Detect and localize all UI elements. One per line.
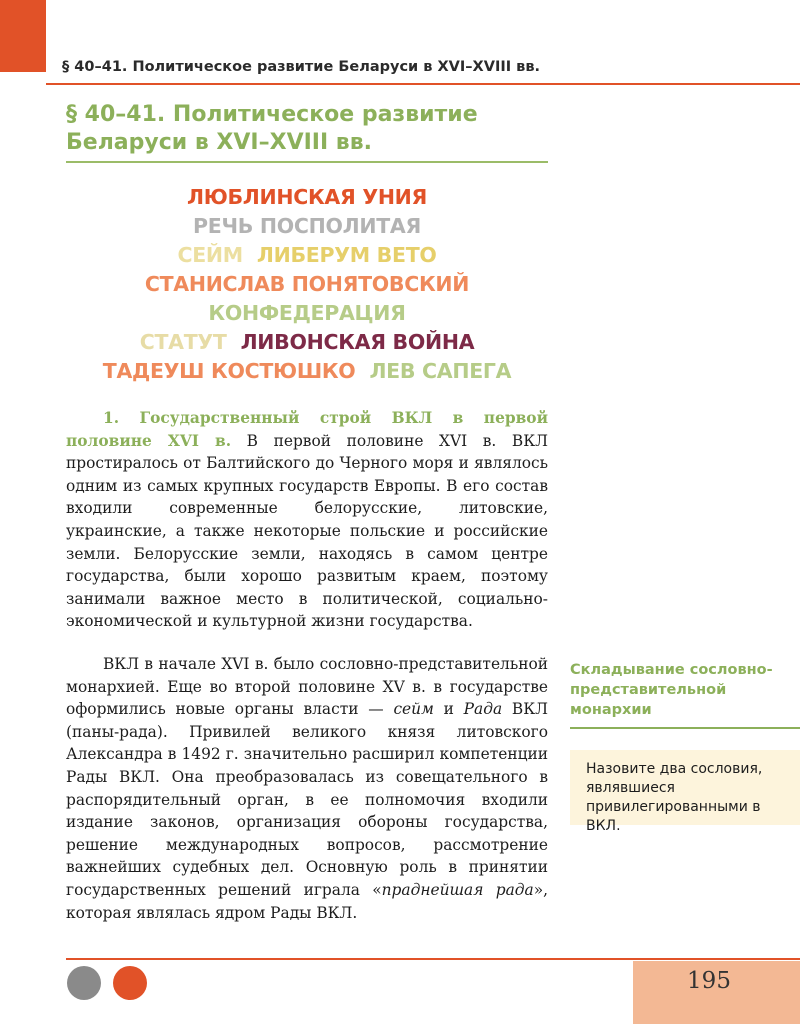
section-1-paragraph-1 <box>66 407 548 633</box>
keyword: КОНФЕДЕРАЦИЯ <box>208 301 406 325</box>
paragraph-2-text-b: ВКЛ (паны-рада). Привилей великого князя литовского Александра в 1492 г. значительно расширил компетенции Рады ВКЛ. Она преобразовалась из совещательного в распорядительный орган, в ее полномочия входили издание законов, организация обороны государства, решение международных вопросов, рассмотрение важнейших судебных дел. Основную роль в принятии государственных решений играла « <box>66 700 548 899</box>
keyword-line <box>66 299 548 328</box>
paragraph-2-conjunction: и <box>433 700 464 719</box>
keyword: СТАНИСЛАВ ПОНЯТОВСКИЙ <box>144 272 470 296</box>
chapter-title <box>66 101 556 157</box>
page-number: 195 <box>687 968 731 994</box>
chapter-title-line-1: § 40–41. Политическое развитие <box>66 102 478 127</box>
keyword: ЛЕВ САПЕГА <box>369 359 512 383</box>
keyword-line <box>66 241 548 270</box>
term-seim: сейм <box>393 700 434 719</box>
keyword-line <box>66 328 548 357</box>
keyword: ЛЮБЛИНСКАЯ УНИЯ <box>186 185 428 209</box>
running-header: § 40–41. Политическое развитие Беларуси в XVI–XVIII вв. <box>62 59 541 75</box>
keyword-line <box>66 212 548 241</box>
corner-tab <box>0 0 46 72</box>
section-1-heading: 1. Государственный строй ВКЛ в первой половине XVI в. <box>66 409 548 450</box>
header-divider <box>46 83 800 85</box>
title-divider <box>66 161 548 163</box>
chapter-title-line-2: Беларуси в XVI–XVIII вв. <box>66 130 373 155</box>
keyword: СЕЙМ <box>177 243 243 267</box>
keyword-line <box>66 357 548 386</box>
gray-circle-icon <box>67 966 101 1000</box>
sidebar-heading: Складывание сословно-представительной монархии <box>570 662 773 718</box>
keyword: СТАТУТ <box>139 330 227 354</box>
orange-circle-icon <box>113 966 147 1000</box>
paragraph-2-text-c: », которая являлась ядром Рады ВКЛ. <box>66 880 548 922</box>
keyword: ЛИВОНСКАЯ ВОЙНА <box>240 330 475 354</box>
keyword-line <box>66 270 548 299</box>
term-rada: Рада <box>463 700 503 719</box>
keyword-cloud <box>66 183 548 386</box>
paragraph-2-text-a: ВКЛ в начале XVI в. было сословно-представительной монархией. Еще во второй половине XV в. в государстве оформились новые органы власти — <box>66 655 548 719</box>
question-text: Назовите два сословия, являвшиеся привилегированными в ВКЛ. <box>586 761 763 834</box>
sidebar-divider <box>570 727 800 729</box>
keyword: РЕЧЬ ПОСПОЛИТАЯ <box>193 214 421 238</box>
section-1-paragraph-2 <box>66 653 548 924</box>
term-pradneishaya-rada: праднейшая рада <box>381 880 534 899</box>
keyword-line <box>66 183 548 212</box>
keyword: ТАДЕУШ КОСТЮШКО <box>102 359 356 383</box>
footer-divider <box>66 958 800 960</box>
section-1-text: В первой половине XVI в. ВКЛ простиралось от Балтийского до Черного моря и являлось одним из самых крупных государств Европы. В его состав входили современные белорусские, литовские, украинские, а также некоторые польские и российские земли. Белорусские земли, находясь в самом центре государства, были хорошо развитым краем, поэтому занимали важное место в политической, социально-экономической и культурной жизни государства. <box>66 431 548 631</box>
keyword: ЛИБЕРУМ ВЕТО <box>256 243 437 267</box>
